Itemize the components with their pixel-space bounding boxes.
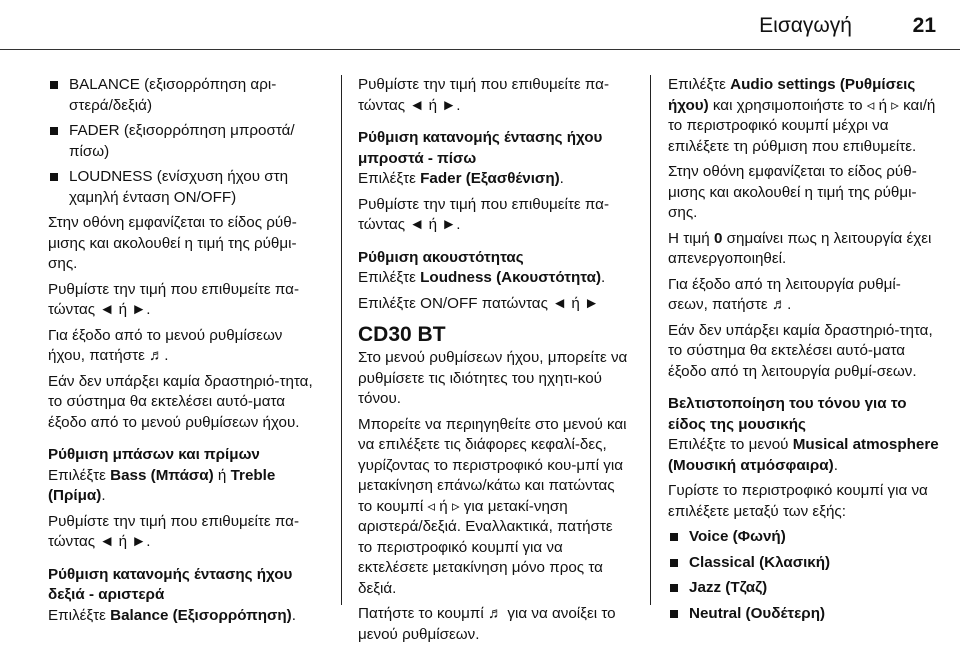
paragraph: Επιλέξτε ON/OFF πατώντας ◄ ή ► bbox=[358, 294, 600, 312]
paragraph: Μπορείτε να περιηγηθείτε στο μενού και να επιλέξετε τις διάφορες κεφαλί-δες, γυρίζοντας το περιστροφικό κου-μπί για μετακίνηση επάνω/κάτω και πατώντας το κουμπί ◃ ή ▹ για μετακί-νηση αριστερά/δεξιά. Εναλλακτικά, πατήστε το περιστροφικό κουμπί για να εκτελέσετε μετακίνηση μόνο προς τα δεξιά. bbox=[358, 415, 627, 597]
column-2 bbox=[358, 75, 630, 650]
balance-section bbox=[48, 565, 320, 627]
menu-option: Bass (Μπάσα) bbox=[110, 466, 214, 484]
subheading: Ρύθμιση ακουστότητας bbox=[358, 248, 524, 266]
subheading: Ρύθμιση κατανομής έντασης ήχου μπροστά - πίσω bbox=[358, 129, 603, 167]
bass-treble-section bbox=[48, 445, 320, 553]
paragraph: Η τιμή 0 σημαίνει πως η λειτουργία έχει απενεργοποιηθεί. bbox=[668, 229, 932, 267]
paragraph: Επιλέξτε το μενού Musical atmosphere (Μουσική ατμόσφαιρα). bbox=[668, 436, 939, 474]
paragraph: Γυρίστε το περιστροφικό κουμπί για να επιλέξετε μεταξύ των εξής: bbox=[668, 482, 928, 520]
subheading: Βελτιστοποίηση του τόνου για το είδος της μουσικής bbox=[668, 395, 907, 433]
column-divider-2 bbox=[650, 75, 651, 605]
list-item: FADER (εξισορρόπηση μπροστά/πίσω) bbox=[48, 121, 320, 162]
page-header bbox=[0, 0, 960, 42]
loudness-section bbox=[358, 248, 630, 315]
audio-options-list bbox=[48, 75, 320, 208]
list-item: Neutral (Ουδέτερη) bbox=[668, 604, 940, 625]
column-divider-1 bbox=[341, 75, 342, 605]
paragraph: Επιλέξτε Bass (Μπάσα) ή Treble (Πρίμα). bbox=[48, 466, 276, 504]
list-item: Classical (Κλασική) bbox=[668, 553, 940, 574]
column-3 bbox=[668, 75, 940, 629]
paragraph: Στην οθόνη εμφανίζεται το είδος ρύθ-μισης και ακολουθεί η τιμή της ρύθμι-σης. bbox=[668, 163, 917, 221]
paragraph: Ρυθμίστε την τιμή που επιθυμείτε πα-τώντας ◄ ή ►. bbox=[48, 280, 300, 318]
section-heading-cd30bt: CD30 BT bbox=[358, 323, 446, 346]
paragraph: Επιλέξτε Audio settings (Ρυθμίσεις ήχου) και χρησιμοποιήστε το ◃ ή ▹ και/ή το περιστροφικό κουμπί μέχρι να επιλέξετε τη ρύθμιση που επιθυμείτε. bbox=[668, 76, 936, 155]
paragraph: Ρυθμίστε την τιμή που επιθυμείτε πα-τώντας ◄ ή ►. bbox=[358, 195, 610, 233]
menu-option: Audio settings (Ρυθμίσεις ήχου) bbox=[668, 76, 916, 114]
paragraph: Εάν δεν υπάρξει καμία δραστηριό-τητα, το σύστημα θα εκτελέσει αυτό-ματα έξοδο από το μενού ρυθμίσεων ήχου. bbox=[48, 372, 313, 431]
list-item: Jazz (Τζαζ) bbox=[668, 578, 940, 599]
paragraph: Επιλέξτε Fader (Εξασθένιση). bbox=[358, 170, 564, 187]
paragraph: Για έξοδο από το μενού ρυθμίσεων ήχου, πατήστε ♬. bbox=[48, 326, 283, 364]
paragraph: Στην οθόνη εμφανίζεται το είδος ρύθ-μισης και ακολουθεί η τιμή της ρύθμι-σης. bbox=[48, 214, 297, 272]
list-item: Voice (Φωνή) bbox=[668, 527, 940, 548]
menu-option: Treble (Πρίμα) bbox=[48, 466, 276, 504]
column-1 bbox=[48, 75, 320, 631]
header-divider bbox=[0, 49, 960, 50]
music-atmosphere-list bbox=[668, 527, 940, 624]
subheading: Ρύθμιση κατανομής έντασης ήχου δεξιά - αριστερά bbox=[48, 565, 293, 603]
paragraph: Επιλέξτε Balance (Εξισορρόπηση). bbox=[48, 606, 296, 624]
music-tone-section bbox=[668, 394, 940, 624]
paragraph: Στο μενού ρυθμίσεων ήχου, μπορείτε να ρυθμίσετε τις ιδιότητες του ηχητι-κού τόνου. bbox=[358, 349, 628, 407]
list-item: BALANCE (εξισορρόπηση αρι-στερά/δεξιά) bbox=[48, 75, 320, 116]
list-item: LOUDNESS (ενίσχυση ήχου στη χαμηλή ένταση ON/OFF) bbox=[48, 167, 320, 208]
paragraph: Πατήστε το κουμπί ♬ για να ανοίξει το μενού ρυθμίσεων. bbox=[358, 605, 616, 643]
paragraph: Για έξοδο από τη λειτουργία ρυθμί-σεων, πατήστε ♬. bbox=[668, 275, 901, 313]
subheading: Ρύθμιση μπάσων και πρίμων bbox=[48, 446, 260, 463]
paragraph: Ρυθμίστε την τιμή που επιθυμείτε πα-τώντας ◄ ή ►. bbox=[48, 512, 300, 550]
paragraph: Επιλέξτε Loudness (Ακουστότητα). bbox=[358, 269, 606, 286]
menu-option: Balance (Εξισορρόπηση) bbox=[110, 606, 292, 624]
fader-section bbox=[358, 128, 630, 236]
paragraph: Ρυθμίστε την τιμή που επιθυμείτε πα-τώντας ◄ ή ►. bbox=[358, 76, 610, 114]
menu-option: Fader (Εξασθένιση) bbox=[420, 170, 560, 187]
menu-option: Loudness (Ακουστότητα) bbox=[420, 269, 602, 286]
section-title: Εισαγωγή bbox=[759, 14, 852, 37]
menu-option: Musical atmosphere (Μουσική ατμόσφαιρα) bbox=[668, 436, 939, 474]
paragraph: Εάν δεν υπάρξει καμία δραστηριό-τητα, το σύστημα θα εκτελέσει αυτό-ματα έξοδο από τη λειτουργία ρυθμί-σεων. bbox=[668, 321, 933, 380]
page-number: 21 bbox=[912, 14, 936, 37]
